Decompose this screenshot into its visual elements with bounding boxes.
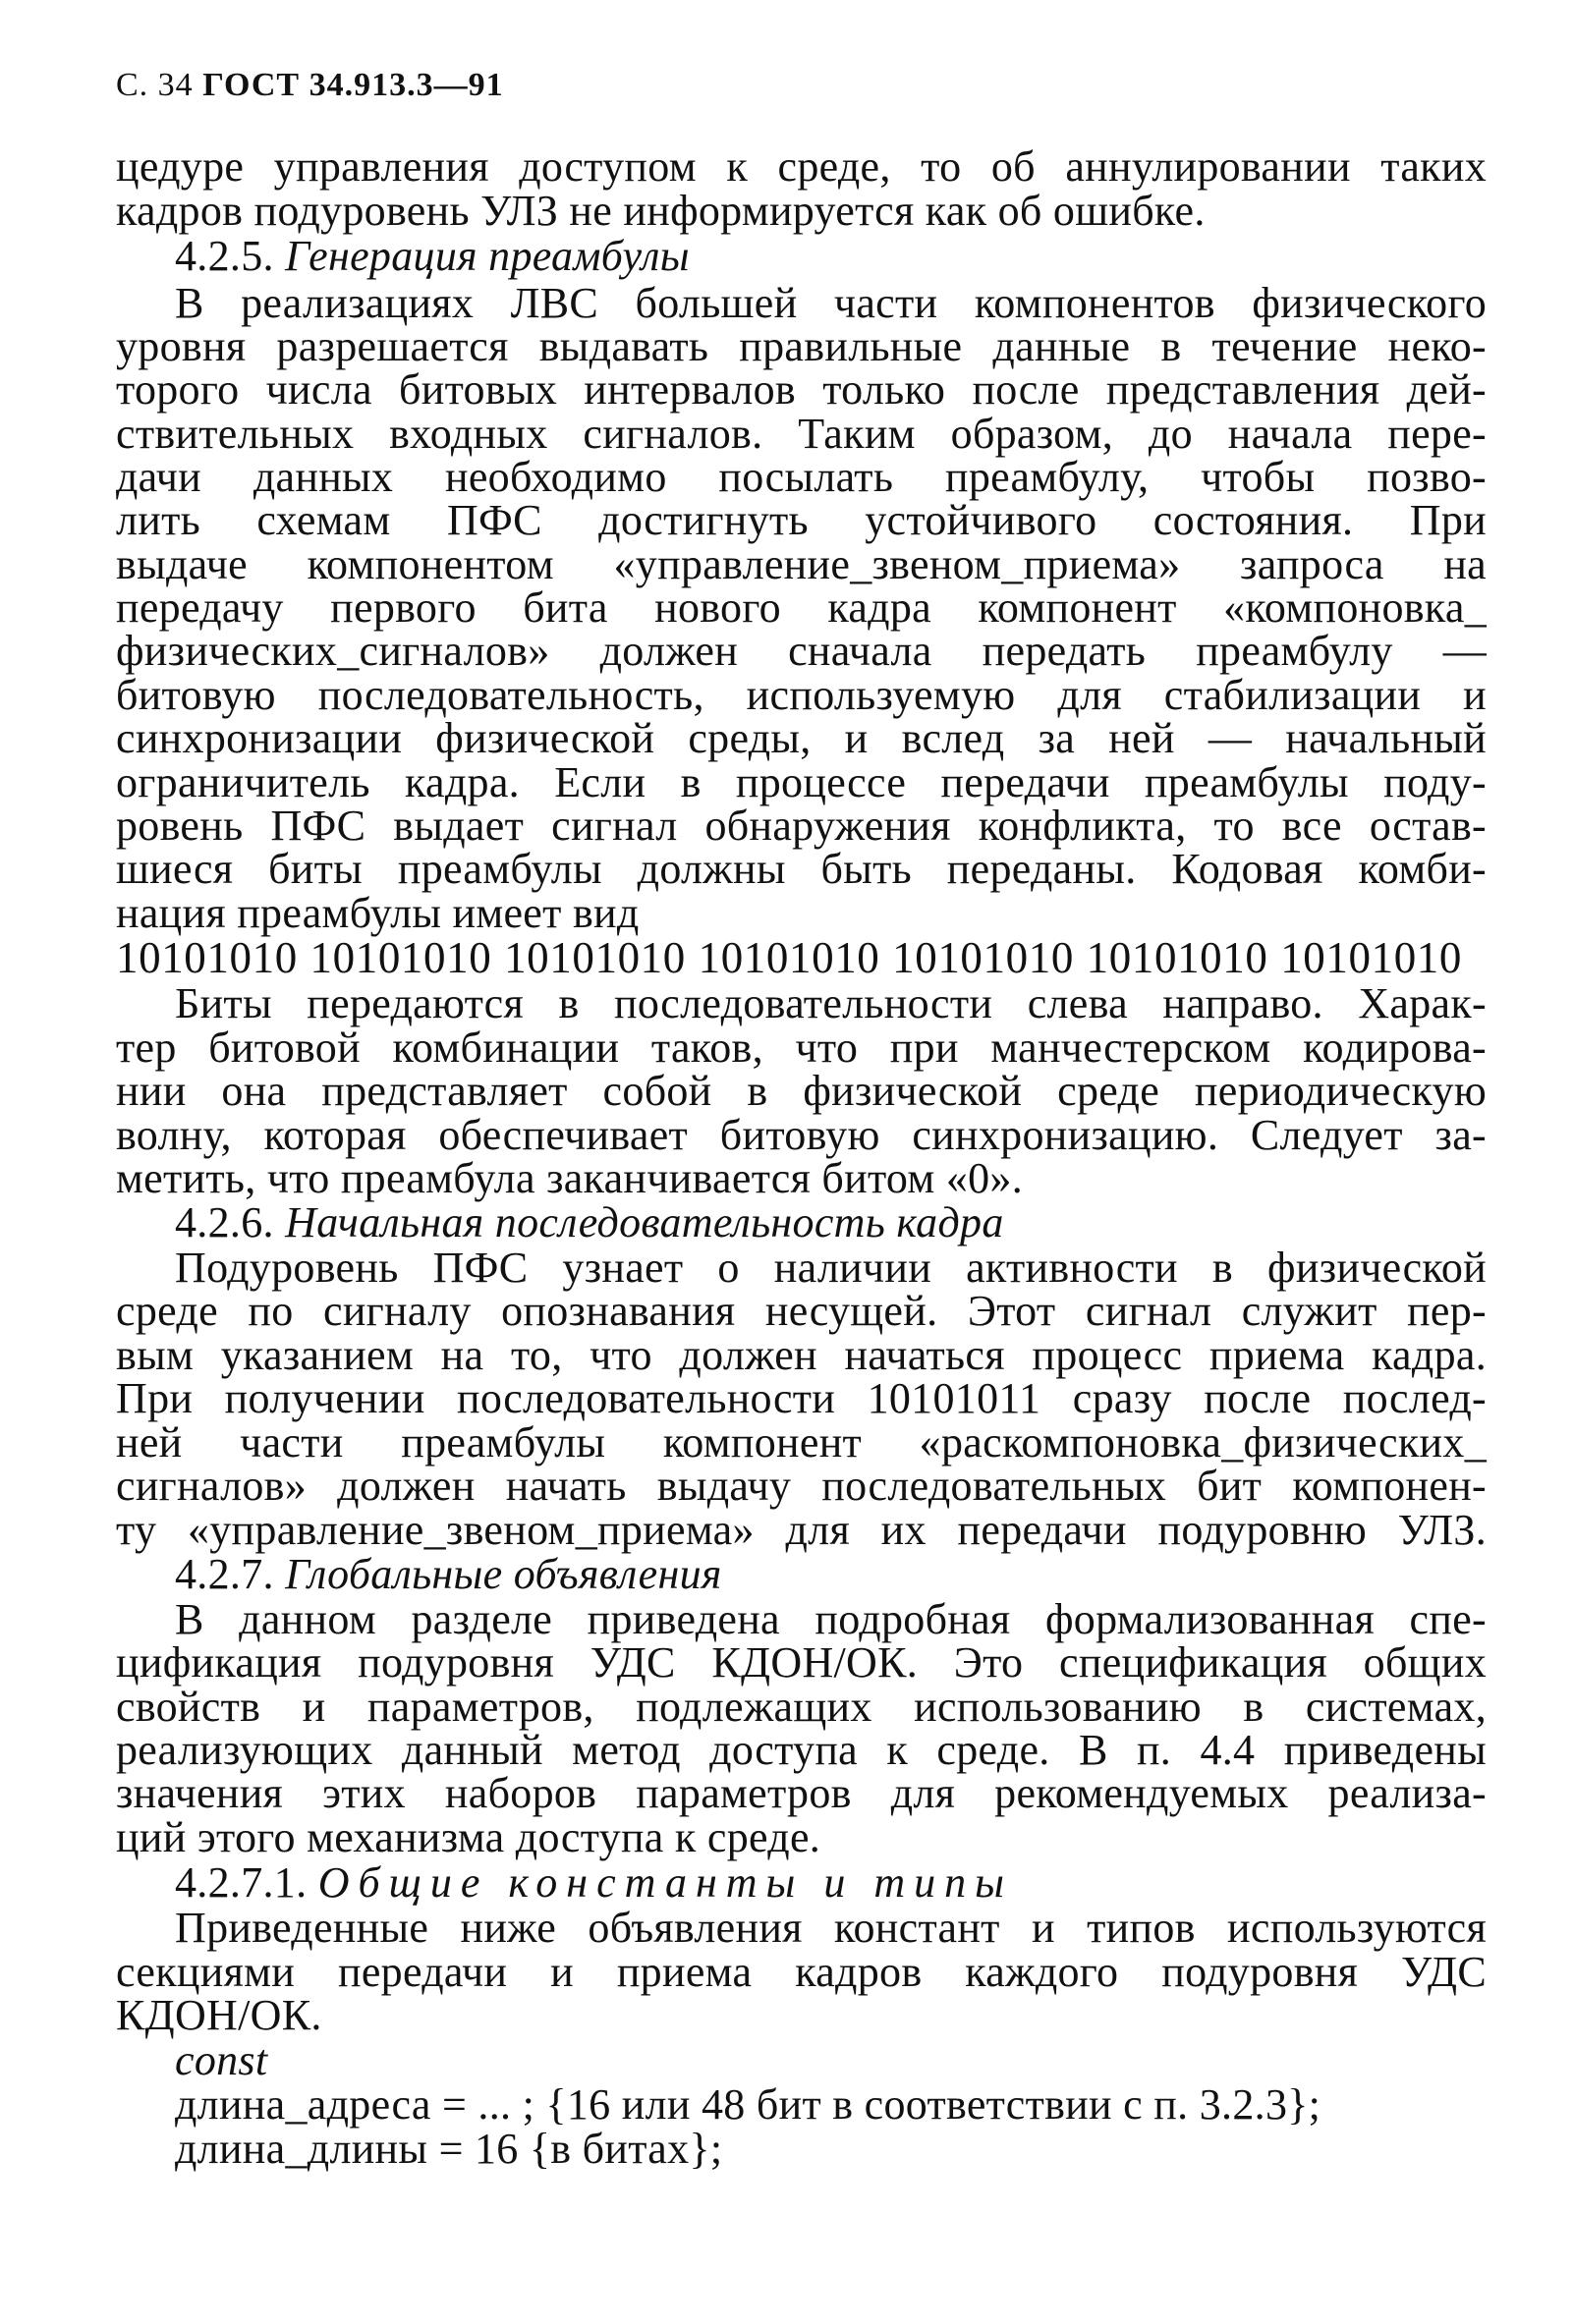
text-line: реализующих данный метод доступа к среде. В п. 4.4 приведены bbox=[116, 1726, 1487, 1774]
text-line: свойств и параметров, подлежащих использованию в системах, bbox=[116, 1683, 1487, 1731]
text-line: цификация подуровня УДС КДОН/ОК. Это спецификация общих bbox=[116, 1638, 1487, 1687]
text-line: Биты передаются в последовательности слева направо. Харак- bbox=[175, 979, 1487, 1027]
text-line: нии она представляет собой в физической среде периодическую bbox=[116, 1067, 1487, 1115]
text-line: передачу первого бита нового кадра компонент «компоновка_ bbox=[116, 583, 1487, 632]
code-keyword-const: const bbox=[175, 2036, 268, 2084]
text-line: уровня разрешается выдавать правильные данные в течение неко- bbox=[116, 322, 1487, 370]
text-line: секциями передачи и приема кадров каждого подуровня УДС bbox=[116, 1948, 1487, 1996]
text-line: Приведенные ниже объявления констант и типов используются bbox=[175, 1904, 1487, 1952]
text-line: шиеся биты преамбулы должны быть переданы. Кодовая комби- bbox=[116, 845, 1487, 893]
running-header bbox=[116, 69, 504, 102]
text-line: цедуре управления доступом к среде, то об аннулировании таких bbox=[116, 142, 1487, 191]
text-line: среде по сигналу опознавания несущей. Этот сигнал служит пер- bbox=[116, 1287, 1487, 1335]
section-number: 4.2.5. bbox=[175, 232, 274, 280]
text-line: торого числа битовых интервалов только после представления дей- bbox=[116, 365, 1487, 414]
section-title: Генерация преамбулы bbox=[285, 232, 690, 280]
text-line: ту «управление_звеном_приема» для их передачи подуровню УЛЗ. bbox=[116, 1506, 1487, 1554]
text-line: сигналов» должен начать выдачу последовательных бит компонен- bbox=[116, 1462, 1487, 1510]
text-line: синхронизации физической среды, и вслед за ней — начальный bbox=[116, 714, 1487, 762]
text-line: физических_сигналов» должен сначала передать преамбулу — bbox=[116, 627, 1487, 675]
section-heading bbox=[175, 1198, 1004, 1246]
text-line: В реализациях ЛВС большей части компонентов физического bbox=[175, 279, 1487, 327]
code-line: длина_адреса = ... ; {16 или 48 бит в соответствии с п. 3.2.3}; bbox=[175, 2080, 1321, 2129]
text-line: В данном разделе приведена подробная формализованная спе- bbox=[175, 1595, 1487, 1643]
section-heading bbox=[175, 1550, 722, 1598]
code-line: длина_длины = 16 {в битах}; bbox=[175, 2125, 723, 2173]
text-line: битовую последовательность, используемую для стабилизации и bbox=[116, 671, 1487, 719]
text-line: волну, которая обеспечивает битовую синхронизацию. Следует за- bbox=[116, 1111, 1487, 1159]
text-line: выдаче компонентом «управление_звеном_приема» запроса на bbox=[116, 540, 1487, 588]
text-line: метить, что преамбула заканчивается битом «0». bbox=[116, 1154, 1024, 1202]
section-number: 4.2.7.1. bbox=[175, 1858, 308, 1907]
text-line: вым указанием на то, что должен начаться процесс приема кадра. bbox=[116, 1331, 1487, 1379]
text-line: КДОН/ОК. bbox=[116, 1991, 322, 2039]
section-title: Начальная последовательность кадра bbox=[285, 1198, 1004, 1246]
section-number: 4.2.6. bbox=[175, 1198, 274, 1246]
text-line: ограничитель кадра. Если в процессе передачи преамбулы поду- bbox=[116, 758, 1487, 806]
section-number: 4.2.7. bbox=[175, 1550, 274, 1598]
standard-designation: ГОСТ 34.913.3—91 bbox=[202, 67, 504, 103]
text-line: ровень ПФС выдает сигнал обнаружения конфликта, то все остав- bbox=[116, 802, 1487, 850]
page-number: С. 34 bbox=[116, 67, 194, 103]
text-line: нация преамбулы имеет вид bbox=[116, 889, 640, 937]
text-line: значения этих наборов параметров для рекомендуемых реализа- bbox=[116, 1769, 1487, 1817]
section-title: Глобальные объявления bbox=[285, 1550, 722, 1598]
section-heading bbox=[175, 1858, 1013, 1907]
text-line: лить схемам ПФС достигнуть устойчивого состояния. При bbox=[116, 496, 1487, 544]
text-line: ней части преамбулы компонент «раскомпоновка_физических_ bbox=[116, 1418, 1487, 1466]
section-title: Общие константы и типы bbox=[317, 1858, 1013, 1907]
text-line: Подуровень ПФС узнает о наличии активности в физической bbox=[175, 1244, 1487, 1292]
text-line: ствительных входных сигналов. Таким образом, до начала пере- bbox=[116, 410, 1487, 458]
text-line: дачи данных необходимо посылать преамбулу, чтобы позво- bbox=[116, 453, 1487, 501]
section-heading bbox=[175, 232, 690, 280]
text-line: кадров подуровень УЛЗ не информируется как об ошибке. bbox=[116, 187, 1206, 235]
text-line: При получении последовательности 10101011 сразу после послед- bbox=[116, 1374, 1487, 1422]
text-line: ций этого механизма доступа к среде. bbox=[116, 1813, 821, 1861]
text-line: тер битовой комбинации таков, что при манчестерском кодирова- bbox=[116, 1024, 1487, 1072]
preamble-bit-pattern: 10101010 10101010 10101010 10101010 10101010 10101010 10101010 bbox=[116, 933, 1462, 982]
